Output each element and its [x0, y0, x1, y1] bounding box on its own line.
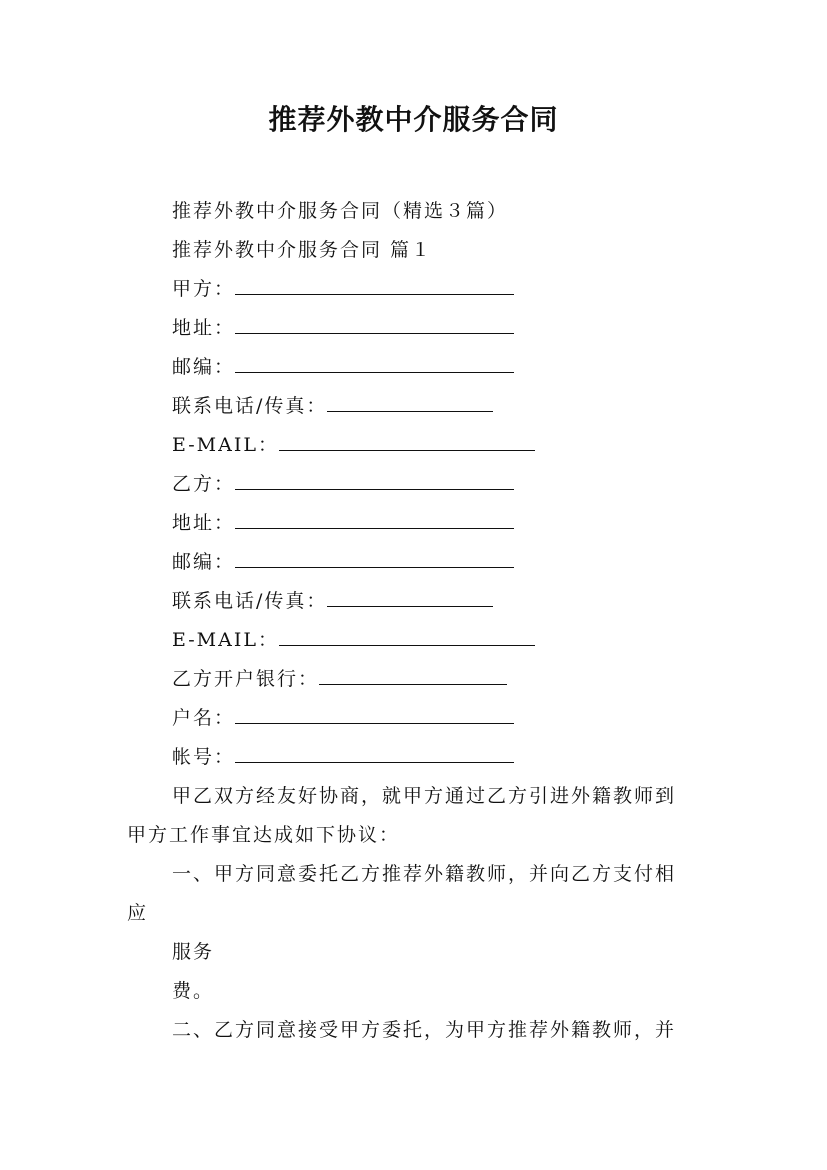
party-b-account-no-label: 帐号：	[172, 746, 236, 768]
party-b-email-row	[172, 626, 535, 654]
clause-2-line-1: 二、乙方同意接受甲方委托，为甲方推荐外籍教师，并	[172, 1019, 677, 1041]
party-a-phone-label: 联系电话/传真：	[172, 395, 328, 417]
party-b-bank-row	[172, 665, 507, 693]
party-b-address-blank	[235, 510, 514, 529]
party-b-account-name-row	[172, 704, 514, 732]
document-subtitle: 推荐外教中介服务合同（精选３篇）	[172, 200, 509, 222]
party-b-phone-label: 联系电话/传真：	[172, 590, 328, 612]
party-b-postcode-blank	[235, 549, 514, 568]
party-a-postcode-row	[172, 353, 514, 381]
party-b-bank-blank	[319, 666, 507, 685]
paragraph-intro-line-2: 甲方工作事宜达成如下协议：	[127, 824, 401, 846]
party-b-email-blank	[279, 627, 535, 646]
party-a-email-label: E-MAIL：	[172, 434, 279, 456]
party-a-address-label: 地址：	[172, 317, 236, 339]
party-b-address-row	[172, 509, 514, 537]
party-b-account-no-blank	[235, 744, 514, 763]
party-a-postcode-blank	[235, 354, 514, 373]
party-b-address-label: 地址：	[172, 512, 236, 534]
party-a-email-blank	[279, 432, 535, 451]
party-b-email-label: E-MAIL：	[172, 629, 279, 651]
clause-1-line-2: 应	[127, 902, 149, 924]
clause-1-line-4: 费。	[172, 980, 215, 1002]
clause-1-line-3: 服务	[172, 941, 215, 963]
party-a-name-blank	[235, 276, 514, 295]
party-b-postcode-row	[172, 548, 514, 576]
party-a-name-label: 甲方：	[172, 278, 236, 300]
clause-1-line-1: 一、甲方同意委托乙方推荐外籍教师，并向乙方支付相	[172, 863, 677, 885]
party-a-address-row	[172, 314, 514, 342]
paragraph-intro-line-1: 甲乙双方经友好协商，就甲方通过乙方引进外籍教师到	[172, 785, 677, 807]
party-b-name-label: 乙方：	[172, 473, 236, 495]
party-b-phone-row	[172, 587, 493, 615]
party-b-name-blank	[235, 471, 514, 490]
party-b-phone-blank	[327, 588, 493, 607]
party-a-name-row	[172, 275, 514, 303]
party-a-phone-blank	[327, 393, 493, 412]
party-a-postcode-label: 邮编：	[172, 356, 236, 378]
document-title: 推荐外教中介服务合同	[268, 103, 559, 136]
section-heading: 推荐外教中介服务合同 篇１	[172, 239, 433, 261]
party-b-postcode-label: 邮编：	[172, 551, 236, 573]
party-b-name-row	[172, 470, 514, 498]
party-b-account-name-blank	[235, 705, 514, 724]
party-a-phone-row	[172, 392, 493, 420]
party-b-account-name-label: 户名：	[172, 707, 236, 729]
party-a-address-blank	[235, 315, 514, 334]
party-a-email-row	[172, 431, 535, 459]
party-b-bank-label: 乙方开户银行：	[172, 668, 320, 690]
party-b-account-no-row	[172, 743, 514, 771]
